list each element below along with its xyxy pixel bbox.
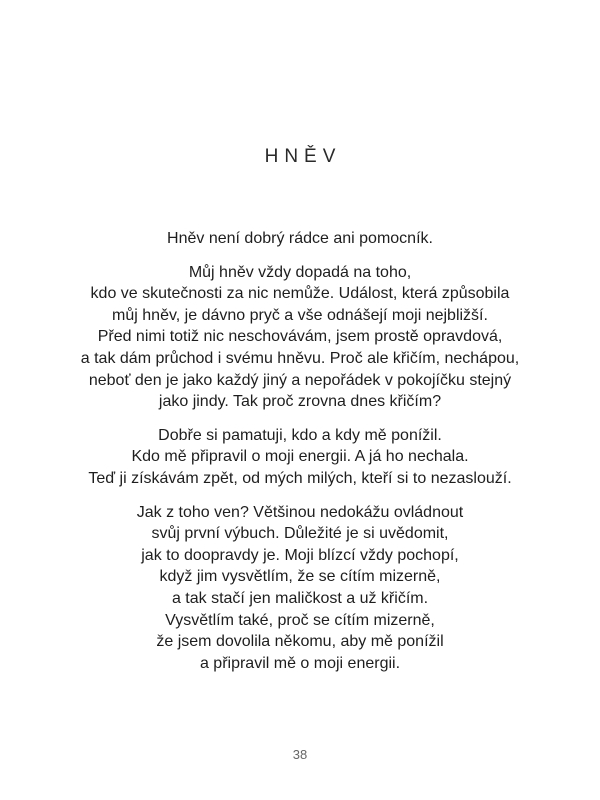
poem-line: že jsem dovolila někomu, aby mě ponížil bbox=[156, 633, 444, 651]
poem-line: když jim vysvětlím, že se cítím mizerně, bbox=[159, 568, 441, 586]
poem-line: jak to doopravdy je. Moji blízcí vždy pochopí, bbox=[141, 546, 459, 564]
poem-line: svůj první výbuch. Důležité je si uvědomit, bbox=[151, 525, 449, 543]
poem-line: Hněv není dobrý rádce ani pomocník. bbox=[167, 230, 433, 247]
poem-line: a připravil mě o moji energii. bbox=[199, 654, 401, 672]
stanza-2 bbox=[0, 262, 600, 413]
poem-line: a tak dám průchod i svému hněvu. Proč ale křičím, nechápou, bbox=[80, 349, 520, 367]
poem-line: neboť den je jako každý jiný a nepořádek v pokojíčku stejný bbox=[88, 371, 512, 389]
poem-line: Můj hněv vždy dopadá na toho, bbox=[188, 263, 412, 281]
poem-line: Teď ji získávám zpět, od mých milých, kteří si to nezaslouží. bbox=[88, 469, 512, 487]
poem-line: můj hněv, je dávno pryč a vše odnášejí moji nejbližší. bbox=[112, 306, 488, 324]
poem-line: Před nimi totiž nic neschovávám, jsem prostě opravdová, bbox=[97, 328, 503, 346]
poem-line: Vysvětlím také, proč se cítím mizerně, bbox=[165, 611, 435, 629]
stanza-4 bbox=[0, 502, 600, 675]
poem-line: Kdo mě připravil o moji energii. A já ho nechala. bbox=[131, 448, 469, 466]
page-number: 38 bbox=[292, 747, 308, 762]
poem-line: Jak z toho ven? Většinou nedokážu ovládnout bbox=[136, 503, 464, 521]
poem-line: kdo ve skutečnosti za nic nemůže. Událost, která způsobila bbox=[90, 285, 510, 303]
poem-line: jako jindy. Tak proč zrovna dnes křičím? bbox=[158, 393, 442, 411]
poem-line: Dobře si pamatuji, kdo a kdy mě ponížil. bbox=[158, 426, 442, 444]
stanza-1 bbox=[0, 228, 600, 250]
chapter-title: HNĚV bbox=[264, 146, 342, 167]
poem-body bbox=[0, 228, 600, 686]
stanza-3 bbox=[0, 425, 600, 490]
poem-line: a tak stačí jen maličkost a už křičím. bbox=[171, 589, 429, 607]
